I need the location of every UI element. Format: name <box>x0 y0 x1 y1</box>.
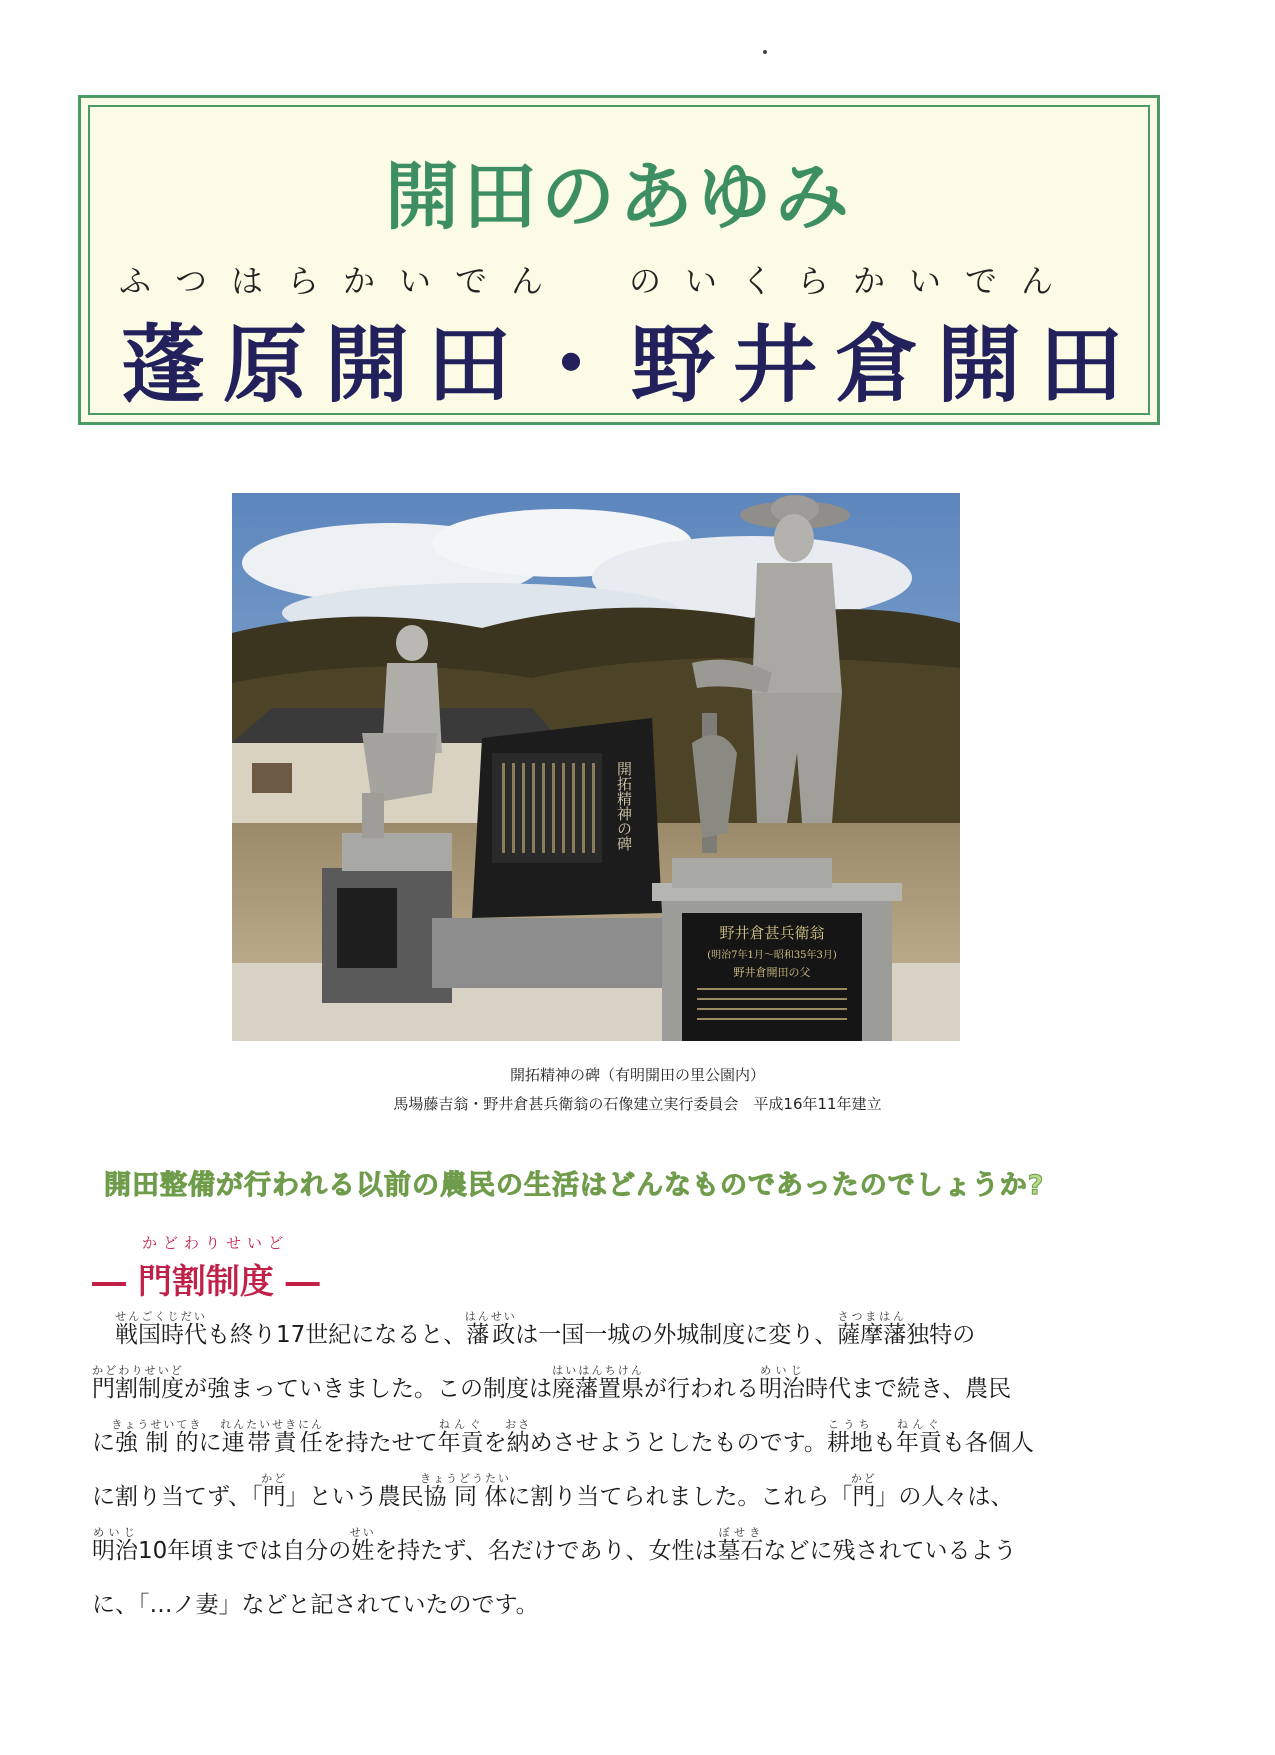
ruby-word: 廃藩置県はいはんちけん <box>552 1364 644 1402</box>
ruby-word: 門かど <box>850 1472 877 1510</box>
photo-caption-title: 開拓精神の碑（有明開田の里公園内） <box>509 1066 765 1084</box>
title-box <box>78 95 1160 425</box>
subtitle-ruby-left: ふつはらかいでん <box>119 262 568 300</box>
ruby-word: 協同体きょうどうたい <box>420 1472 512 1510</box>
ruby-word: 納おさ <box>505 1418 532 1456</box>
question-banner: 開田整備が行われる以前の農民の生活はどんなものであったのでしょうか? <box>104 1170 1045 1201</box>
plaque-subtitle: 野井倉開田の父 <box>733 966 811 979</box>
body-line: 戦国時代せんごくじだいも終り17世紀になると、藩政はんせいは一国一城の外城制度に変り、薩摩藩さつまはん独特の <box>115 1310 976 1348</box>
ruby-word: 連帯責任れんたいせきにん <box>220 1418 325 1456</box>
body-line: に、「…ノ妻」などと記されていたのです。 <box>92 1592 539 1618</box>
section-heading: ― 門割制度 ― <box>92 1262 320 1302</box>
page-speck <box>763 50 767 54</box>
ruby-word: 薩摩藩さつまはん <box>837 1310 907 1348</box>
ruby-word: 強制的きょうせいてき <box>111 1418 203 1456</box>
section-heading-ruby: かどわりせいど <box>142 1234 290 1252</box>
ruby-word: 門割制度かどわりせいど <box>92 1364 184 1402</box>
plaque-dates: (明治7年1月〜昭和35年3月) <box>707 950 837 961</box>
ruby-word: 門かど <box>261 1472 288 1510</box>
body-line: 門割制度かどわりせいどが強まっていきました。この制度は廃藩置県はいはんちけんが行われる明治めいじ時代まで続き、農民 <box>92 1364 1012 1402</box>
ruby-word: 戦国時代せんごくじだい <box>115 1310 207 1348</box>
page-subtitle: 蓬原開田・野井倉開田 <box>121 315 1142 414</box>
photo-caption-credit: 馬場藤吉翁・野井倉甚兵衛翁の石像建立実行委員会 平成16年11年建立 <box>393 1095 882 1113</box>
center-stone-text: 開拓精神の碑 <box>615 761 633 851</box>
ruby-word: 年貢ねんぐ <box>895 1418 942 1456</box>
page-title: 開田のあゆみ <box>385 154 853 240</box>
ruby-word: 明治めいじ <box>759 1364 805 1402</box>
ruby-word: 年貢ねんぐ <box>437 1418 484 1456</box>
body-line: に割り当てず、「門かど」という農民協同体きょうどうたいに割り当てられました。これら「門かど」の人々は、 <box>92 1472 1014 1510</box>
subtitle-ruby-right: のいくらかいでん <box>629 262 1078 300</box>
ruby-word: 耕地こうち <box>826 1418 873 1456</box>
ruby-word: 明治めいじ <box>92 1526 138 1564</box>
body-line: に強制的きょうせいてきに連帯責任れんたいせきにんを持たせて年貢ねんぐを納おさめさせようとしたものです。耕地こうちも年貢ねんぐも各個人 <box>92 1418 1034 1456</box>
monument-photo <box>232 493 960 1041</box>
body-line: 明治めいじ10年頃までは自分の姓せいを持たず、名だけであり、女性は墓石ぼせきなどに残されているよう <box>92 1526 1017 1564</box>
monument-photo-illustration <box>232 493 960 1041</box>
body-text <box>92 1308 1172 1632</box>
ruby-word: 墓石ぼせき <box>717 1526 764 1564</box>
ruby-word: 姓せい <box>349 1526 376 1564</box>
ruby-word: 藩政はんせい <box>464 1310 517 1348</box>
plaque-title: 野井倉甚兵衛翁 <box>719 924 825 942</box>
